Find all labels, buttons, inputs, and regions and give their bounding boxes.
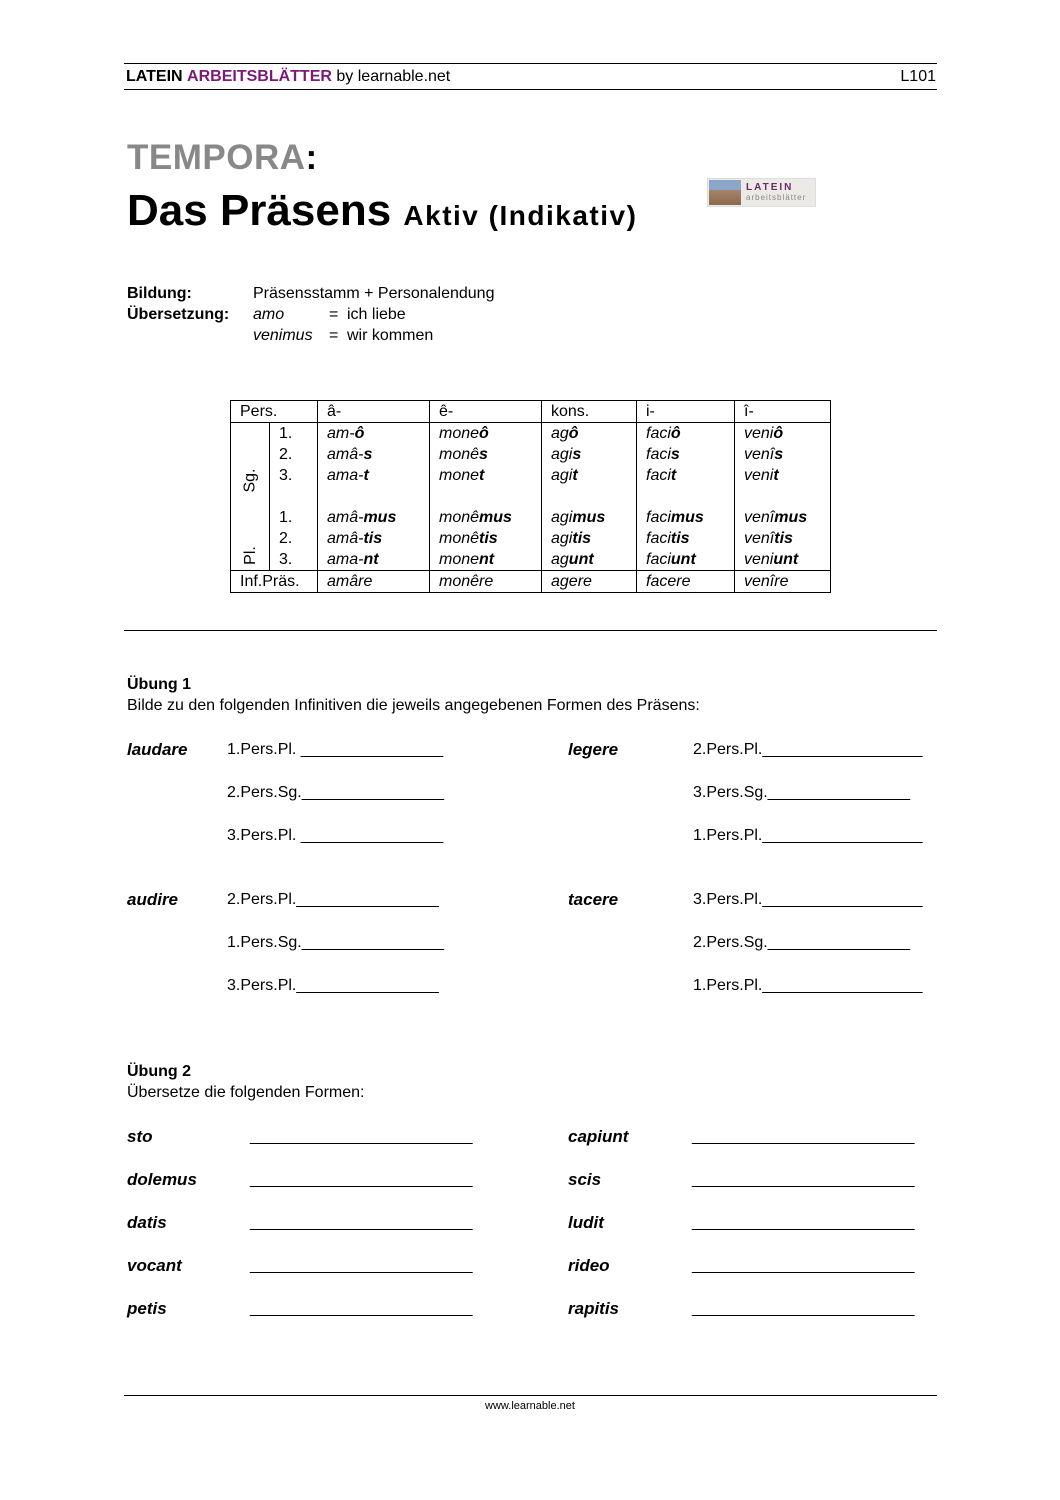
form-ending: t [670, 467, 677, 484]
person-cell: 1. [270, 507, 318, 528]
uebung2-form: vocant [127, 1256, 182, 1275]
form-ending: ô [773, 425, 784, 442]
form-ending: ô [568, 425, 579, 442]
form-stem: ama- [327, 467, 364, 484]
form-stem: ag [551, 551, 569, 568]
form-cell [318, 444, 430, 465]
form-stem: agi [551, 446, 573, 463]
answer-line[interactable]: _________________________ [250, 1128, 473, 1145]
form-stem: faci [646, 425, 671, 442]
form-ending: mus [774, 509, 808, 526]
form-stem: venî [744, 446, 775, 463]
example1-latin: amo [253, 306, 285, 323]
form-ending: s [363, 446, 373, 463]
person-cell: 3. [270, 465, 318, 486]
form-ending: unt [568, 551, 594, 568]
header-ii: î- [735, 401, 831, 423]
form-ending: t [363, 467, 369, 484]
form-ending: t [479, 467, 485, 484]
form-cell [318, 549, 430, 571]
header-arbeitsblaetter: ARBEITSBLÄTTER [187, 68, 332, 85]
form-ending: mus [363, 509, 397, 526]
header-top-rule [124, 63, 937, 64]
uebung1-instruction: Bilde zu den folgenden Infinitiven die jeweils angegebenen Formen des Präsens: [127, 697, 700, 714]
uebung2-form: datis [127, 1213, 167, 1232]
answer-line[interactable]: 1.Pers.Pl.__________________ [693, 827, 923, 844]
title-sub: Aktiv (Indikativ) [403, 200, 638, 231]
form-cell [735, 507, 831, 528]
form-ending: tis [670, 530, 690, 547]
answer-line[interactable]: 2.Pers.Pl.__________________ [693, 741, 923, 758]
section-divider [124, 630, 937, 631]
form-cell [637, 507, 735, 528]
form-ending: t [572, 467, 578, 484]
form-stem: faci [646, 446, 671, 463]
form-cell [318, 528, 430, 549]
form-stem: veni [744, 551, 774, 568]
form-ending: unt [670, 551, 696, 568]
form-stem: agi [551, 509, 573, 526]
header-latein: LATEIN [126, 68, 183, 85]
form-stem: faci [646, 530, 671, 547]
form-stem: amâ- [327, 530, 364, 547]
tempora-heading [127, 138, 318, 178]
header-e: ê- [430, 401, 542, 423]
logo-line1: LATEIN [746, 182, 794, 193]
infinitive-cell: monêre [430, 571, 542, 593]
form-cell [542, 444, 637, 465]
example1-eq: = [329, 306, 339, 323]
example1-german: ich liebe [347, 306, 406, 323]
answer-line[interactable]: 3.Pers.Pl.__________________ [693, 891, 923, 908]
answer-line[interactable]: 1.Pers.Sg.________________ [227, 934, 445, 951]
header-a: â- [318, 401, 430, 423]
page-title [127, 186, 637, 236]
answer-line[interactable]: _________________________ [692, 1300, 915, 1317]
form-stem: faci [646, 467, 671, 484]
form-ending: nt [479, 551, 495, 568]
singular-label-cell [231, 423, 270, 508]
bildung-label: Bildung: [127, 285, 192, 302]
answer-line[interactable]: 2.Pers.Sg.________________ [227, 784, 445, 801]
form-cell [430, 507, 542, 528]
uebung2-form: rapitis [568, 1299, 620, 1318]
answer-line[interactable]: 3.Pers.Sg.________________ [693, 784, 911, 801]
table-row [231, 528, 831, 549]
answer-line[interactable]: 1.Pers.Pl. ________________ [227, 741, 444, 758]
uebung2-heading: Übung 2 [127, 1063, 191, 1080]
conjugation-table [230, 400, 831, 593]
form-cell [637, 528, 735, 549]
answer-line[interactable]: _________________________ [692, 1171, 915, 1188]
form-cell [735, 423, 831, 445]
form-cell [430, 423, 542, 445]
answer-line[interactable]: 1.Pers.Pl.__________________ [693, 977, 923, 994]
uebersetzung-label: Übersetzung: [127, 306, 230, 323]
form-stem: amâ- [327, 446, 364, 463]
header-by: by learnable.net [336, 68, 451, 85]
person-cell: 1. [270, 423, 318, 445]
uebung1-verb: tacere [568, 890, 619, 909]
form-cell [542, 528, 637, 549]
form-stem: agi [551, 467, 573, 484]
table-row [231, 507, 831, 528]
table-header-row [231, 401, 831, 423]
infinitive-label: Inf.Präs. [231, 571, 318, 593]
uebung1-verb: audire [127, 890, 179, 909]
form-stem: venî [744, 509, 775, 526]
form-ending: tis [774, 530, 793, 547]
form-cell [542, 465, 637, 486]
form-ending: nt [363, 551, 379, 568]
form-cell [430, 465, 542, 486]
form-ending: s [670, 446, 680, 463]
form-stem: veni [744, 467, 774, 484]
person-cell: 2. [270, 528, 318, 549]
form-cell [637, 465, 735, 486]
uebung2-form: capiunt [568, 1127, 629, 1146]
form-ending: ô [479, 425, 489, 442]
form-stem: mone [439, 425, 480, 442]
form-ending: ô [354, 425, 365, 442]
uebung1-heading: Übung 1 [127, 676, 191, 693]
infinitive-cell: facere [637, 571, 735, 593]
plural-label: Pl. [241, 546, 259, 565]
answer-line[interactable]: _________________________ [692, 1214, 915, 1231]
form-cell [735, 444, 831, 465]
tempora-colon: : [305, 138, 318, 177]
header-kons: kons. [542, 401, 637, 423]
colosseum-logo-icon [709, 180, 741, 205]
bildung-value: Präsensstamm + Personalendung [253, 285, 495, 302]
form-cell [318, 507, 430, 528]
uebung2-form: sto [127, 1127, 153, 1146]
uebung1-verb: laudare [127, 740, 188, 759]
form-cell [430, 549, 542, 571]
answer-line[interactable]: _________________________ [692, 1257, 915, 1274]
form-cell [430, 444, 542, 465]
form-stem: mone [439, 467, 480, 484]
form-cell [318, 465, 430, 486]
tempora-word: TEMPORA [127, 138, 306, 177]
form-cell [637, 549, 735, 571]
form-stem: monê [439, 509, 480, 526]
form-ending: s [479, 446, 488, 463]
table-row [231, 444, 831, 465]
form-stem: mone [439, 551, 480, 568]
answer-line[interactable]: 3.Pers.Pl.________________ [227, 977, 439, 994]
form-ending: mus [479, 509, 512, 526]
form-ending: tis [479, 530, 498, 547]
form-ending: tis [363, 530, 383, 547]
form-ending: ô [670, 425, 681, 442]
logo-line2: arbeitsblätter [746, 193, 807, 202]
table-row [231, 549, 831, 571]
form-cell [637, 444, 735, 465]
person-cell: 2. [270, 444, 318, 465]
form-stem: venî [744, 530, 775, 547]
infinitive-cell: venîre [735, 571, 831, 593]
header-pers: Pers. [231, 401, 318, 423]
person-cell: 3. [270, 549, 318, 571]
form-cell [318, 423, 430, 445]
table-row [231, 465, 831, 486]
uebung2-form: scis [568, 1170, 602, 1189]
answer-line[interactable]: _________________________ [250, 1300, 473, 1317]
form-stem: faci [646, 509, 671, 526]
answer-line[interactable]: 2.Pers.Pl.________________ [227, 891, 439, 908]
example2-eq: = [329, 327, 339, 344]
plural-label-cell [231, 507, 270, 571]
infinitive-cell: amâre [318, 571, 430, 593]
form-ending: mus [670, 509, 704, 526]
form-stem: faci [646, 551, 671, 568]
form-ending: s [572, 446, 582, 463]
uebung2-form: ludit [568, 1213, 604, 1232]
uebung2-form: petis [127, 1299, 167, 1318]
form-stem: am- [327, 425, 355, 442]
latein-logo [707, 178, 816, 207]
form-cell [542, 423, 637, 445]
form-ending: t [773, 467, 779, 484]
form-ending: s [774, 446, 784, 463]
infinitive-row [231, 571, 831, 593]
uebung2-form: dolemus [127, 1170, 197, 1189]
form-cell [637, 423, 735, 445]
form-stem: ama- [327, 551, 364, 568]
form-stem: veni [744, 425, 774, 442]
answer-line[interactable]: _________________________ [250, 1214, 473, 1231]
answer-line[interactable]: 3.Pers.Pl. ________________ [227, 827, 444, 844]
answer-line[interactable]: _________________________ [250, 1171, 473, 1188]
form-cell [430, 528, 542, 549]
form-stem: monê [439, 446, 480, 463]
spacer-row [231, 486, 831, 507]
form-ending: tis [572, 530, 592, 547]
form-cell [735, 528, 831, 549]
table-row [231, 423, 831, 445]
infinitive-cell: agere [542, 571, 637, 593]
form-cell [542, 507, 637, 528]
form-stem: ag [551, 425, 569, 442]
header-i: i- [637, 401, 735, 423]
answer-line[interactable]: 2.Pers.Sg.________________ [693, 934, 911, 951]
form-cell [542, 549, 637, 571]
answer-line[interactable]: _________________________ [250, 1257, 473, 1274]
form-stem: agi [551, 530, 573, 547]
uebung2-form: rideo [568, 1256, 610, 1275]
footer-url[interactable]: www.learnable.net [485, 1400, 575, 1412]
form-stem: monê [439, 530, 480, 547]
answer-line[interactable]: _________________________ [692, 1128, 915, 1145]
example2-latin: venimus [253, 327, 313, 344]
form-cell [735, 465, 831, 486]
uebung1-verb: legere [568, 740, 619, 759]
page-header [126, 68, 936, 86]
singular-label: Sg. [241, 468, 259, 493]
form-ending: mus [572, 509, 606, 526]
header-code: L101 [900, 68, 936, 85]
uebung2-instruction: Übersetze die folgenden Formen: [127, 1084, 365, 1101]
title-main: Das Präsens [127, 186, 392, 235]
footer-rule [124, 1395, 937, 1396]
form-stem: amâ- [327, 509, 364, 526]
header-bottom-rule [124, 89, 937, 90]
form-cell [735, 549, 831, 571]
example2-german: wir kommen [347, 327, 434, 344]
form-ending: unt [773, 551, 799, 568]
